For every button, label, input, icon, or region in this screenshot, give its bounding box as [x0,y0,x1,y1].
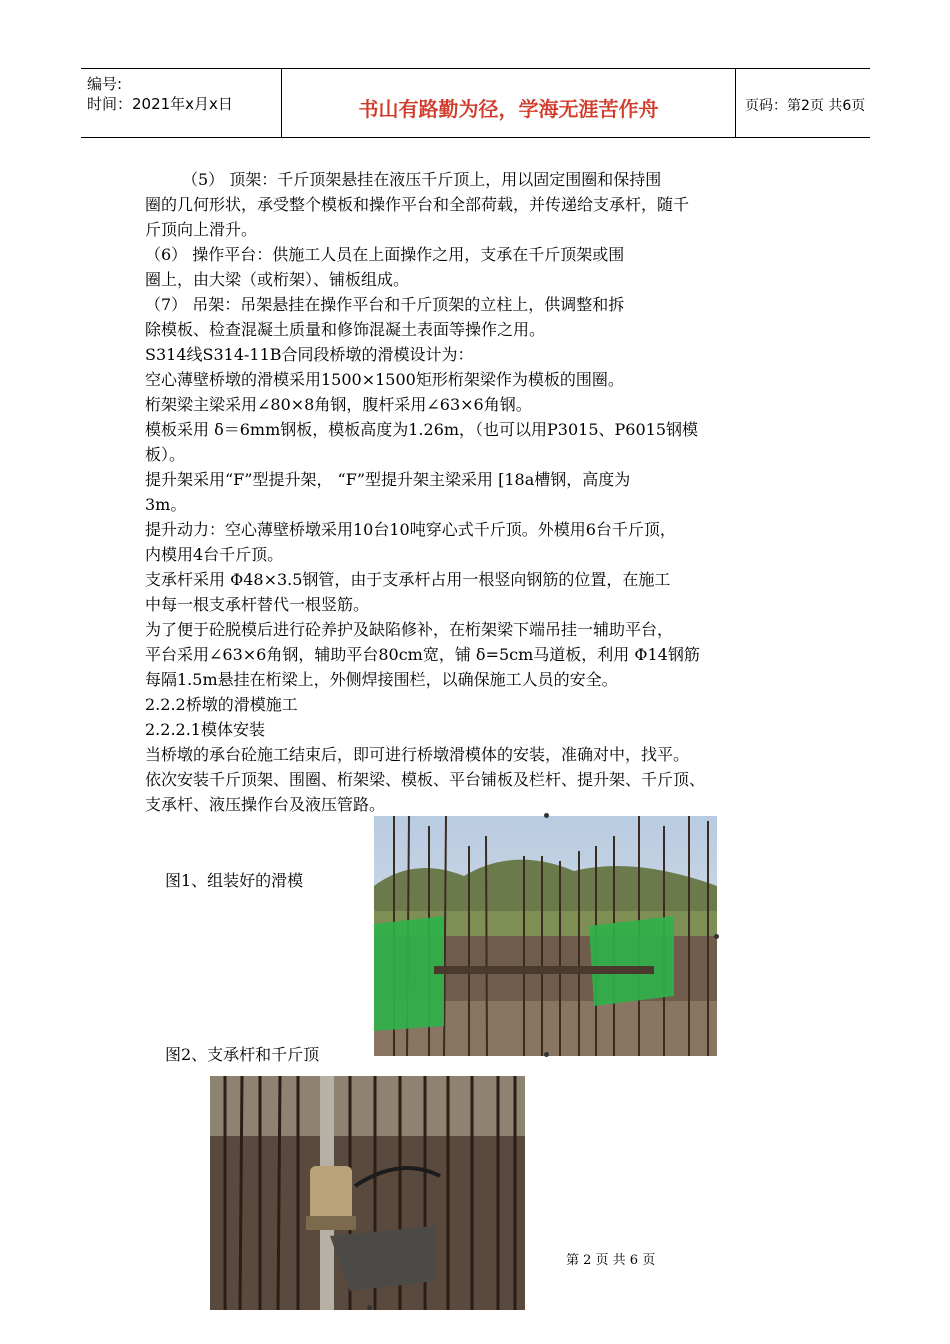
body-line: 圈的几何形状，承受整个模板和操作平台和全部荷载，并传递给支承杆，随千 [145,195,690,214]
body-line: 提升架采用“F”型提升架， “F”型提升架主梁采用 [18a槽钢，高度为 [145,470,631,489]
body-line: 空心薄壁桥墩的滑模采用1500×1500矩形桁架梁作为模板的围圈。 [145,370,624,389]
body-line: S314线S314-11B合同段桥墩的滑模设计为： [145,345,474,364]
body-line: （7） 吊架：吊架悬挂在操作平台和千斤顶架的立柱上，供调整和拆 [145,295,625,314]
header-left-cell [81,69,281,137]
figure-2-photo [210,1076,525,1310]
body-line: 圈上，由大梁（或桁架）、铺板组成。 [145,270,410,289]
figure-1-caption: 图1、组装好的滑模 [165,871,304,890]
body-line: 模板采用 δ＝6mm钢板，模板高度为1.26m，（也可以用P3015、P6015钢模 [145,420,699,439]
body-line: 为了便于砼脱模后进行砼养护及缺陷修补，在桁架梁下端吊挂一辅助平台， [145,620,674,639]
header-page-label: 页码：第2页 共6页 [745,98,866,114]
selection-handle [367,1305,372,1310]
body-line: 桁架梁主梁采用∠80×8角钢，腹杆采用∠63×6角钢。 [145,395,532,414]
figure-1-photo [374,816,717,1056]
header-right-cell [735,69,870,137]
selection-handle [544,1052,549,1057]
body-line: 每隔1.5m悬挂在桁梁上，外侧焊接围栏，以确保施工人员的安全。 [145,670,618,689]
page-footer: 第 2 页 共 6 页 [566,1253,656,1268]
body-line: 3m。 [145,495,187,514]
body-line: 当桥墩的承台砼施工结束后，即可进行桥墩滑模体的安装，准确对中，找平。 [145,745,690,764]
body-line: 依次安装千斤顶架、围圈、桁架梁、模板、平台铺板及栏杆、提升架、千斤顶、 [145,770,706,789]
body-line: （5） 顶架：千斤顶架悬挂在液压千斤顶上，用以固定围圈和保持围 [182,170,662,189]
header-table [81,68,870,138]
body-line: 支承杆、液压操作台及液压管路。 [145,795,386,814]
document-date-label: 时间：2021年x月x日 [87,95,233,113]
selection-handle [714,934,719,939]
body-line: 支承杆采用 Φ48×3.5钢管，由于支承杆占用一根竖向钢筋的位置，在施工 [145,570,671,589]
body-line: 内模用4台千斤顶。 [145,545,284,564]
body-line: 斤顶向上滑升。 [145,220,258,239]
body-line: 中每一根支承杆替代一根竖筋。 [145,595,370,614]
section-heading: 2.2.2桥墩的滑模施工 [145,695,298,714]
body-line: 板）。 [145,445,186,464]
body-line: 除模板、检查混凝土质量和修饰混凝土表面等操作之用。 [145,320,546,339]
subsection-heading: 2.2.2.1模体安装 [145,720,265,739]
body-line: 提升动力：空心薄壁桥墩采用10台10吨穿心式千斤顶。外模用6台千斤顶， [145,520,676,539]
body-line: （6） 操作平台：供施工人员在上面操作之用，支承在千斤顶架或围 [145,245,625,264]
document-number-label: 编号: [87,75,123,93]
header-motto: 书山有路勤为径，学海无涯苦作舟 [358,97,659,121]
body-line: 平台采用∠63×6角钢，辅助平台80cm宽，铺 δ=5cm马道板，利用 Φ14钢筋 [145,645,700,664]
figure-2-caption: 图2、支承杆和千斤顶 [165,1045,320,1064]
selection-handle [544,813,549,818]
header-center-cell [281,69,736,137]
